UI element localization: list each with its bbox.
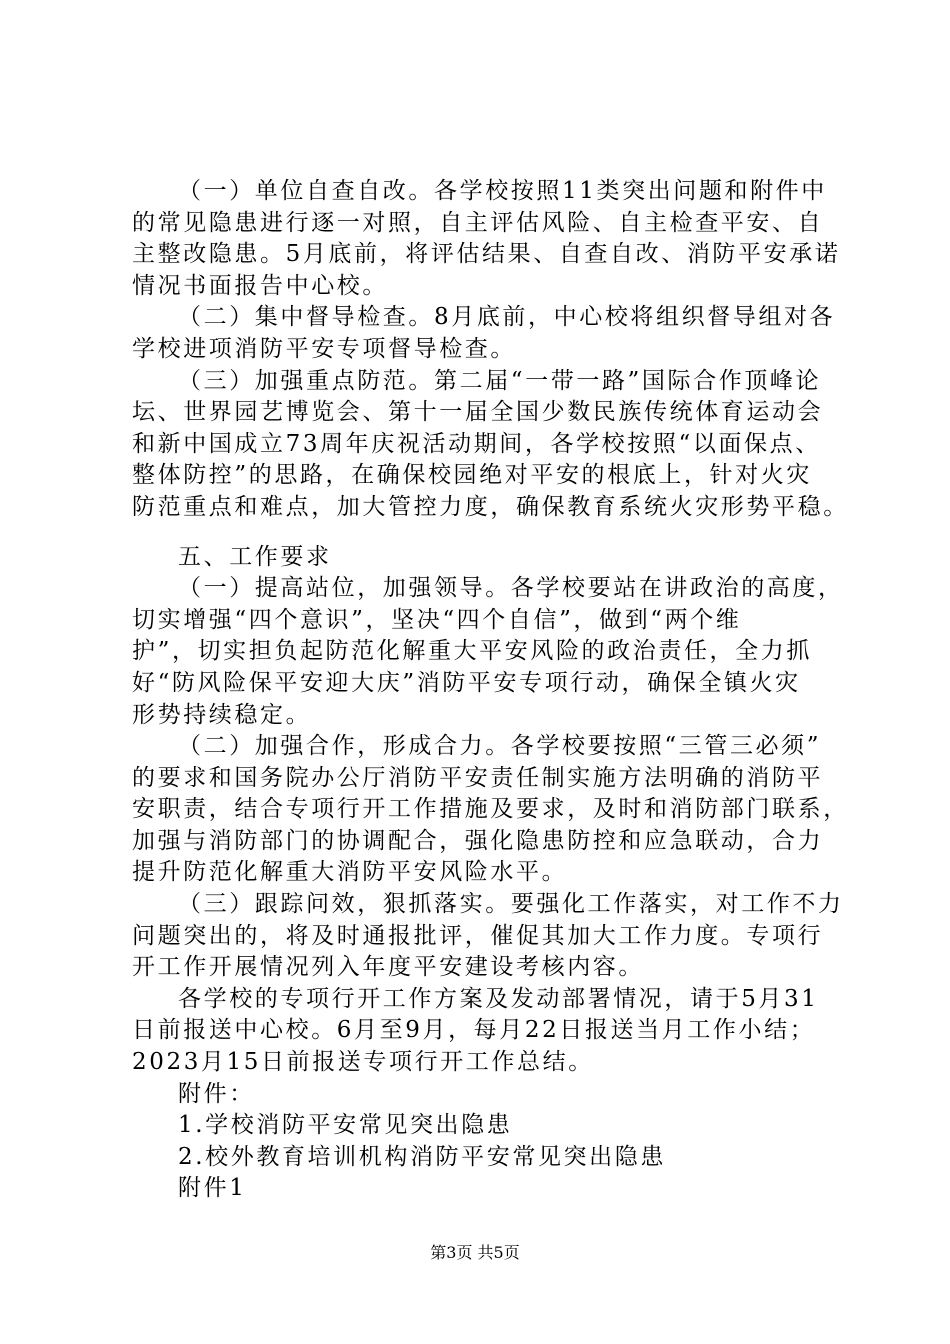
section-heading: 五、工作要求 (178, 543, 332, 570)
paragraph-line: 提升防范化解重大消防平安风险水平。 (132, 859, 568, 886)
paragraph-supervision (132, 302, 852, 365)
paragraph-line: （三）跟踪问效，狠抓落实。要强化工作落实，对工作不力 (178, 891, 844, 918)
paragraph-self-inspection (132, 176, 852, 302)
page-footer: 第3页 共5页 (430, 1243, 520, 1262)
paragraph-line: 安职责，结合专项行开工作措施及要求，及时和消防部门联系， (132, 796, 849, 823)
paragraph-line: （三）加强重点防范。第二届“一带一路”国际合作顶峰论 (178, 367, 822, 394)
attachment-item: 2.校外教育培训机构消防平安常见突出隐患 (178, 1143, 666, 1170)
paragraph-line: 加强与消防部门的协调配合，强化隐患防控和应急联动，合力 (132, 827, 824, 854)
paragraph-line: 切实增强“四个意识”，坚决“四个自信”，做到“两个维 (132, 606, 742, 633)
paragraph-line: 各学校的专项行开工作方案及发动部署情况，请于5月31 (178, 985, 819, 1012)
paragraph-accountability (132, 889, 852, 984)
attachments-label: 附件： (178, 1080, 255, 1107)
paragraph-line: （一）单位自查自改。各学校按照11类突出问题和附件中 (178, 178, 827, 204)
paragraph-line: 问题突出的，将及时通报批评，催促其加大工作力度。专项行 (132, 922, 824, 949)
paragraph-line: 的常见隐患进行逐一对照，自主评估风险、自主检查平安、自 (132, 209, 824, 236)
paragraph-line: （二）集中督导检查。8月底前，中心校将组织督导组对各 (178, 304, 836, 331)
paragraph-line: 开工作开展情况列入年度平安建设考核内容。 (132, 954, 644, 981)
paragraph-line: 2023月15日前报送专项行开工作总结。 (132, 1049, 594, 1076)
paragraph-line: 防范重点和难点，加大管控力度，确保教育系统火灾形势平稳。 (132, 493, 849, 520)
paragraph-line: 整体防控”的思路，在确保校园绝对平安的根底上，针对火灾 (132, 462, 812, 489)
paragraph-line: （二）加强合作，形成合力。各学校要按照“三管三必须” (178, 733, 822, 760)
paragraph-line: 情况书面报告中心校。 (132, 272, 388, 299)
paragraph-reporting-schedule (132, 984, 852, 1079)
paragraph-line: （一）提高站位，加强领导。各学校要站在讲政治的高度， (178, 575, 844, 602)
paragraph-line: 坛、世界园艺博览会、第十一届全国少数民族传统体育运动会 (132, 399, 824, 426)
paragraph-line: 形势持续稳定。 (132, 701, 312, 728)
section-spacer (132, 524, 852, 542)
paragraph-cooperation (132, 731, 852, 889)
paragraph-key-prevention (132, 366, 852, 524)
paragraph-line: 日前报送中心校。6月至9月，每月22日报送当月工作小结； (132, 1017, 816, 1044)
paragraph-line: 和新中国成立73周年庆祝活动期间，各学校按照“以面保点、 (132, 430, 821, 457)
paragraph-line: 主整改隐患。5月底前，将评估结果、自查自改、消防平安承诺 (132, 241, 841, 268)
paragraph-line: 学校进项消防平安专项督导检查。 (132, 335, 516, 362)
paragraph-line: 的要求和国务院办公厅消防平安责任制实施方法明确的消防平 (132, 764, 824, 791)
paragraph-leadership (132, 573, 852, 731)
paragraph-line: 护”，切实担负起防范化解重大平安风险的政治责任，全力抓 (132, 638, 812, 665)
attachment-item: 1.学校消防平安常见突出隐患 (178, 1112, 513, 1139)
paragraph-line: 好“防风险保平安迎大庆”消防平安专项行动，确保全镇火灾 (132, 669, 801, 696)
document-body (132, 176, 852, 1205)
attachment-heading: 附件1 (178, 1175, 247, 1202)
